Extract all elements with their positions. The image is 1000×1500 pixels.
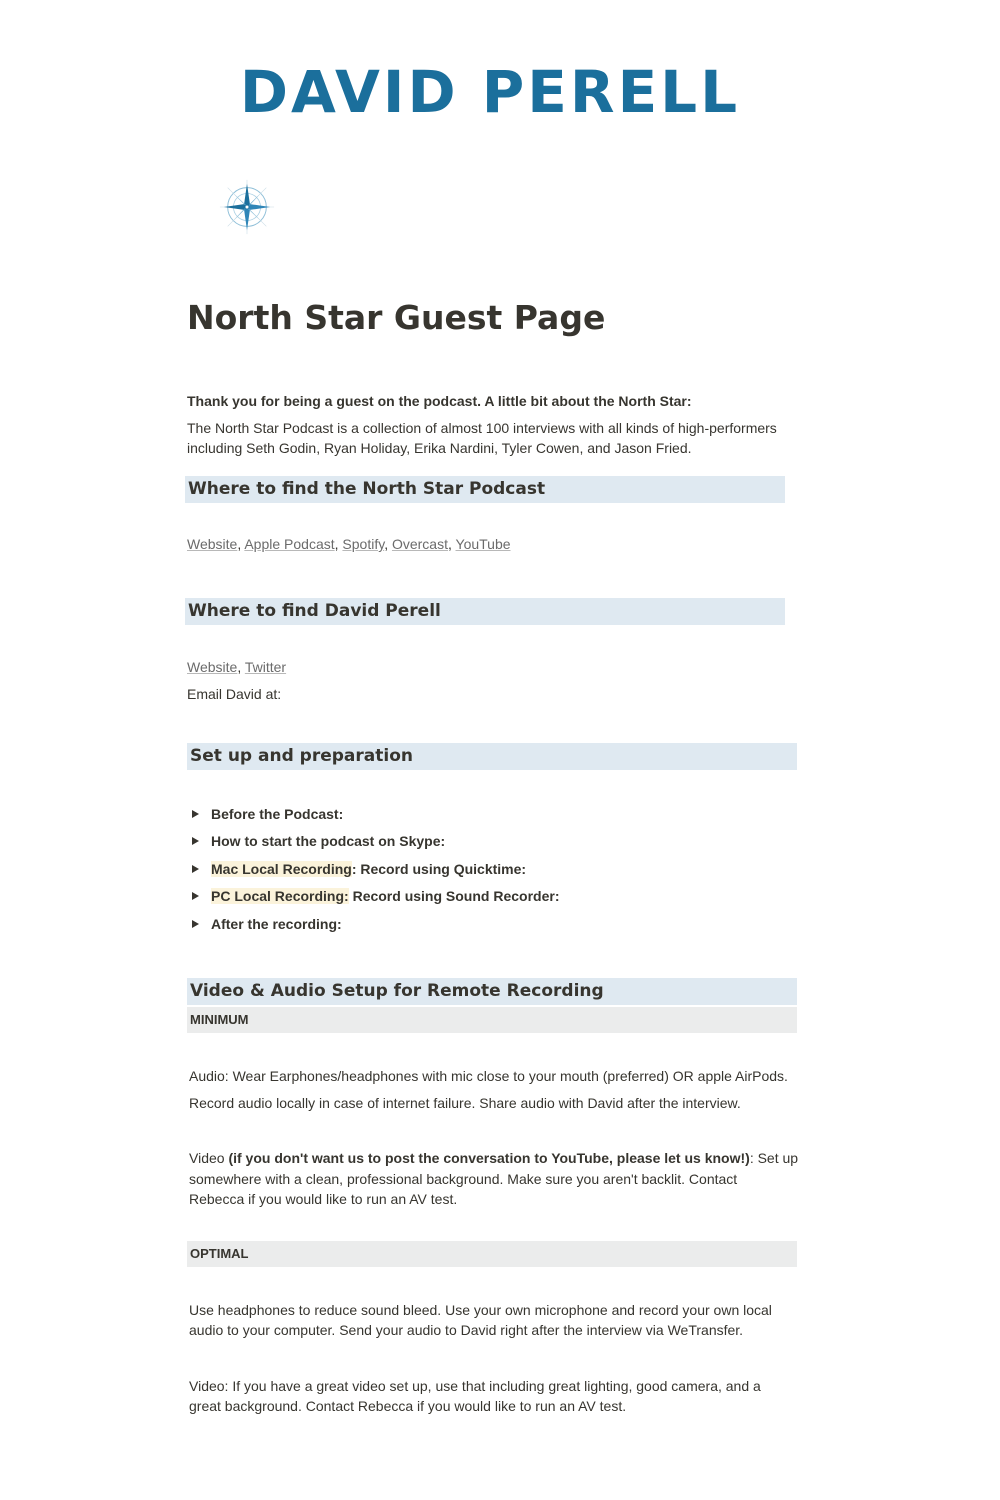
- toggle-label: : Record using Quicktime:: [351, 860, 527, 877]
- david-link-twitter[interactable]: Twitter: [244, 659, 287, 675]
- toggle-label: After the recording:: [211, 915, 342, 932]
- podcast-link-overcast[interactable]: Overcast: [391, 536, 448, 552]
- triangle-right-icon: [192, 865, 199, 873]
- triangle-right-icon: [192, 892, 199, 900]
- page-title: North Star Guest Page: [187, 298, 606, 337]
- triangle-right-icon: [192, 810, 199, 818]
- brand-logo: DAVID PERELL: [239, 58, 741, 126]
- triangle-right-icon: [192, 837, 199, 845]
- highlight-text: Mac Local Recording: [211, 860, 352, 877]
- highlight-text: PC Local Recording:: [211, 888, 349, 905]
- triangle-right-icon: [192, 920, 199, 928]
- david-link-website[interactable]: Website: [187, 659, 238, 675]
- link-separator: ,: [237, 659, 245, 675]
- toggle-before-podcast[interactable]: [192, 800, 560, 828]
- link-separator: ,: [447, 536, 456, 552]
- link-separator: ,: [237, 536, 245, 552]
- toggle-label: Record using Sound Recorder:: [348, 888, 560, 905]
- min-video-line-2: somewhere with a clean, professional background. Make sure you aren't backlit. Contact: [189, 1171, 738, 1187]
- toggle-start-skype[interactable]: [192, 828, 560, 856]
- opt-video-line-1: Video: If you have a great video set up, use that including great lighting, good camera, and a: [189, 1378, 761, 1394]
- heading-find-podcast: Where to find the North Star Podcast: [185, 476, 785, 503]
- podcast-links: [187, 534, 511, 555]
- video-suffix: : Set up: [749, 1150, 799, 1166]
- label-minimum: MINIMUM: [187, 1007, 797, 1033]
- podcast-link-spotify[interactable]: Spotify: [342, 536, 385, 552]
- min-audio-line-2: Record audio locally in case of internet failure. Share audio with David after the interview.: [189, 1095, 741, 1111]
- heading-av-setup: Video & Audio Setup for Remote Recording: [187, 978, 797, 1005]
- video-prefix: Video: [189, 1150, 229, 1166]
- toggle-label: Before the Podcast:: [211, 805, 344, 822]
- toggle-after-recording[interactable]: [192, 910, 560, 938]
- podcast-link-website[interactable]: Website: [187, 536, 238, 552]
- intro-line-1: The North Star Podcast is a collection of almost 100 interviews with all kinds of high-performers: [187, 420, 777, 436]
- podcast-link-apple[interactable]: Apple Podcast: [244, 536, 335, 552]
- toggle-pc-recording[interactable]: [192, 883, 560, 911]
- david-links: [187, 657, 286, 678]
- email-label: Email David at:: [187, 686, 282, 702]
- label-optimal: OPTIMAL: [187, 1241, 797, 1267]
- heading-find-david: Where to find David Perell: [185, 598, 785, 625]
- toggle-mac-recording[interactable]: [192, 855, 560, 883]
- min-video-line-3: Rebecca if you would like to run an AV test.: [189, 1191, 458, 1207]
- link-separator: ,: [334, 536, 343, 552]
- setup-toggle-list: [192, 800, 560, 938]
- toggle-label: How to start the podcast on Skype:: [211, 833, 446, 850]
- opt-video-line-2: great background. Contact Rebecca if you would like to run an AV test.: [189, 1398, 627, 1414]
- intro-heading: Thank you for being a guest on the podcast. A little bit about the North Star:: [187, 393, 692, 409]
- compass-rose-icon: [218, 178, 276, 236]
- link-separator: ,: [384, 536, 392, 552]
- podcast-link-youtube[interactable]: YouTube: [455, 536, 511, 552]
- heading-setup: Set up and preparation: [187, 743, 797, 770]
- min-video-line-1: [189, 1148, 798, 1169]
- opt-audio-line-1: Use headphones to reduce sound bleed. Use your own microphone and record your own local: [189, 1302, 772, 1318]
- opt-audio-line-2: audio to your computer. Send your audio to David right after the interview via WeTransfer.: [189, 1322, 744, 1338]
- video-bold-note: (if you don't want us to post the conversation to YouTube, please let us know!): [228, 1150, 750, 1166]
- min-audio-line-1: Audio: Wear Earphones/headphones with mic close to your mouth (preferred) OR apple AirPods.: [189, 1068, 788, 1084]
- intro-line-2: including Seth Godin, Ryan Holiday, Erika Nardini, Tyler Cowen, and Jason Fried.: [187, 440, 692, 456]
